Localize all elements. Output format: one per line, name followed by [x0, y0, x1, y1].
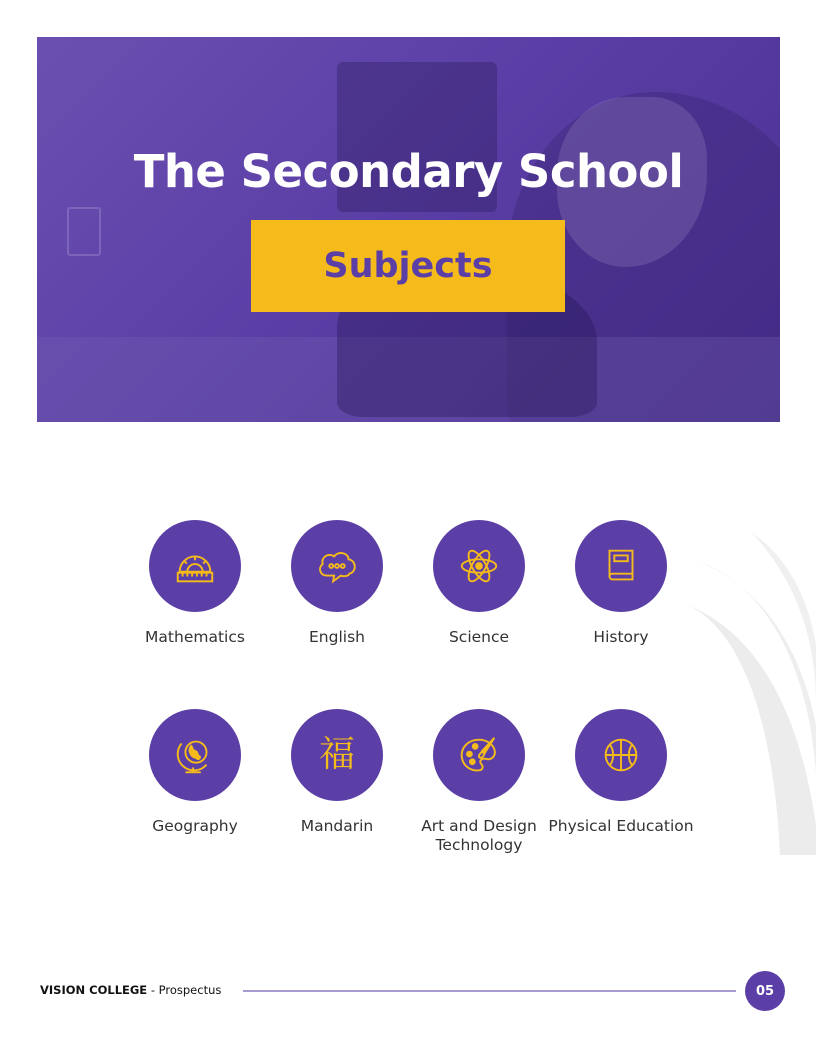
hero-banner [37, 37, 780, 422]
subject-english [262, 520, 412, 647]
subject-icon-circle [575, 709, 667, 801]
subject-icon-circle [291, 520, 383, 612]
subject-mandarin [262, 709, 412, 836]
subject-art-design [404, 709, 554, 855]
atom-icon [456, 543, 502, 589]
globe-icon [172, 732, 218, 778]
page-number: 05 [745, 971, 785, 1011]
subject-label: Physical Education [548, 817, 694, 835]
footer-brand-name: VISION COLLEGE [40, 983, 148, 997]
page-subtitle: Subjects [323, 246, 493, 286]
subject-science [404, 520, 554, 647]
book-icon [598, 543, 644, 589]
subject-label: History [593, 628, 649, 646]
footer-brand-suffix: - Prospectus [147, 983, 222, 997]
decorative-arcs [680, 525, 816, 855]
basketball-icon [598, 732, 644, 778]
subject-icon-circle [291, 709, 383, 801]
subject-label: Mandarin [300, 817, 374, 835]
subject-geography [120, 709, 270, 836]
page-title: The Secondary School [133, 145, 684, 198]
palette-brush-icon [456, 732, 502, 778]
protractor-ruler-icon [172, 543, 218, 589]
subject-icon-circle [575, 520, 667, 612]
subject-icon-circle [433, 709, 525, 801]
subject-label: Geography [152, 817, 238, 835]
subject-label: Art and Design Technology [421, 817, 537, 854]
subject-mathematics [120, 520, 270, 647]
footer-brand [40, 983, 221, 997]
chinese-character-icon: 福 [318, 734, 355, 775]
speech-bubble-icon [314, 543, 360, 589]
subject-label: Mathematics [145, 628, 245, 646]
subject-history [546, 520, 696, 647]
subject-icon-circle [149, 520, 241, 612]
subject-physical-education [546, 709, 696, 836]
subject-icon-circle [433, 520, 525, 612]
subject-icon-circle [149, 709, 241, 801]
subject-label: English [309, 628, 365, 646]
footer-divider [243, 990, 736, 992]
subject-label: Science [448, 628, 510, 646]
subtitle-box [251, 220, 565, 312]
hero-photo-shape [67, 207, 101, 256]
